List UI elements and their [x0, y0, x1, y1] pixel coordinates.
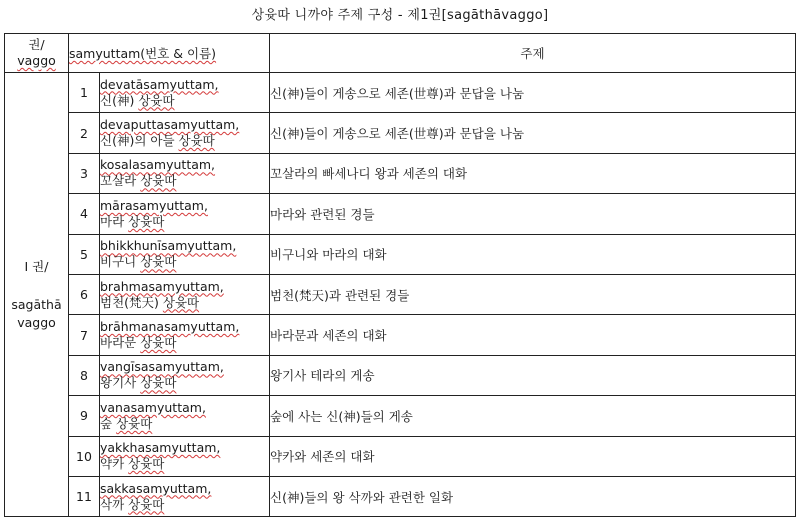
row-number: 8 [69, 355, 100, 395]
table-row [5, 274, 796, 314]
table-row [5, 194, 796, 234]
samyutta-pali-name: mārasamyuttam, [100, 197, 208, 213]
table-header-row [5, 34, 796, 73]
topic-cell: 신(神)들의 왕 삭까와 관련한 일화 [270, 476, 796, 516]
samyutta-korean-name: 신(神) 상윳따 [100, 92, 175, 108]
samyutta-pali-name: brahmasamyuttam, [100, 278, 224, 294]
topic-cell: 약카와 세존의 대화 [270, 436, 796, 476]
samyutta-name-cell [100, 153, 270, 193]
row-number: 4 [69, 194, 100, 234]
row-number: 11 [69, 476, 100, 516]
samyutta-korean-name: 숲 상윳따 [100, 415, 153, 431]
table-row [5, 396, 796, 436]
samyutta-pali-name: vanasamyuttam, [100, 399, 206, 415]
row-number: 1 [69, 73, 100, 113]
samyutta-korean-name: 바라문 상윳따 [100, 335, 177, 351]
samyutta-pali-name: yakkhasamyuttam, [100, 440, 221, 456]
samyutta-name-cell [100, 194, 270, 234]
row-number: 5 [69, 234, 100, 274]
samyutta-korean-name: 마라 상윳따 [100, 213, 165, 229]
topic-cell: 신(神)들이 게송으로 세존(世尊)과 문답을 나눔 [270, 73, 796, 113]
header-volume-line2: vaggo [17, 53, 56, 68]
samyutta-korean-name: 왕기사 상윳따 [100, 375, 177, 391]
samyutta-name-cell [100, 396, 270, 436]
volume-line2: sagāthā [11, 296, 62, 312]
table-row [5, 234, 796, 274]
row-number: 7 [69, 315, 100, 355]
header-volume-line1: 권/ [28, 37, 45, 52]
topic-cell: 범천(梵天)과 관련된 경들 [270, 274, 796, 314]
samyutta-name-cell [100, 234, 270, 274]
topic-cell: 숲에 사는 신(神)들의 게송 [270, 396, 796, 436]
topic-cell: 바라문과 세존의 대화 [270, 315, 796, 355]
samyutta-pali-name: devatāsamyuttam, [100, 76, 219, 92]
table-row [5, 153, 796, 193]
samyutta-pali-name: brāhmanasamyuttam, [100, 319, 240, 335]
table-row [5, 436, 796, 476]
document-title: 상윳따 니까야 주제 구성 - 제1권[sagāthāvaggo] [251, 8, 549, 23]
table-row [5, 113, 796, 153]
samyutta-name-cell [100, 113, 270, 153]
volume-cell [5, 73, 69, 517]
samyutta-name-cell [100, 476, 270, 516]
row-number: 9 [69, 396, 100, 436]
table-row [5, 73, 796, 113]
row-number: 2 [69, 113, 100, 153]
topic-cell: 신(神)들이 게송으로 세존(世尊)과 문답을 나눔 [270, 113, 796, 153]
table-row [5, 315, 796, 355]
samyutta-pali-name: sakkasamyuttam, [100, 480, 212, 496]
samyutta-pali-name: bhikkhunīsamyuttam, [100, 238, 237, 254]
table-row [5, 476, 796, 516]
header-topic: 주제 [270, 34, 796, 73]
row-number: 3 [69, 153, 100, 193]
topic-cell: 마라와 관련된 경들 [270, 194, 796, 234]
samyutta-korean-name: 삭까 상윳따 [100, 496, 165, 512]
samyutta-pali-name: kosalasamyuttam, [100, 157, 216, 173]
row-number: 10 [69, 436, 100, 476]
samyutta-name-cell [100, 73, 270, 113]
volume-line1: I 권/ [24, 258, 49, 274]
header-samyutta-name: samyuttam(번호 & 이름) [69, 34, 270, 73]
samyutta-pali-name: devaputtasamyuttam, [100, 117, 240, 133]
volume-line3: vaggo [17, 314, 56, 330]
topic-table [4, 33, 796, 517]
table-row [5, 355, 796, 395]
header-volume [5, 34, 69, 73]
samyutta-korean-name: 꼬살라 상윳따 [100, 173, 177, 189]
samyutta-korean-name: 비구니 상윳따 [100, 254, 177, 270]
topic-cell: 꼬살라의 빠세나디 왕과 세존의 대화 [270, 153, 796, 193]
samyutta-korean-name: 신(神)의 아들 상윳따 [100, 133, 215, 149]
samyutta-name-cell [100, 274, 270, 314]
topic-cell: 왕기사 테라의 게송 [270, 355, 796, 395]
samyutta-name-cell [100, 355, 270, 395]
samyutta-korean-name: 범천(梵天) 상윳따 [100, 294, 200, 310]
samyutta-name-cell [100, 315, 270, 355]
row-number: 6 [69, 274, 100, 314]
samyutta-pali-name: vangīsasamyuttam, [100, 359, 224, 375]
topic-cell: 비구니와 마라의 대화 [270, 234, 796, 274]
samyutta-korean-name: 약카 상윳따 [100, 456, 165, 472]
samyutta-name-cell [100, 436, 270, 476]
